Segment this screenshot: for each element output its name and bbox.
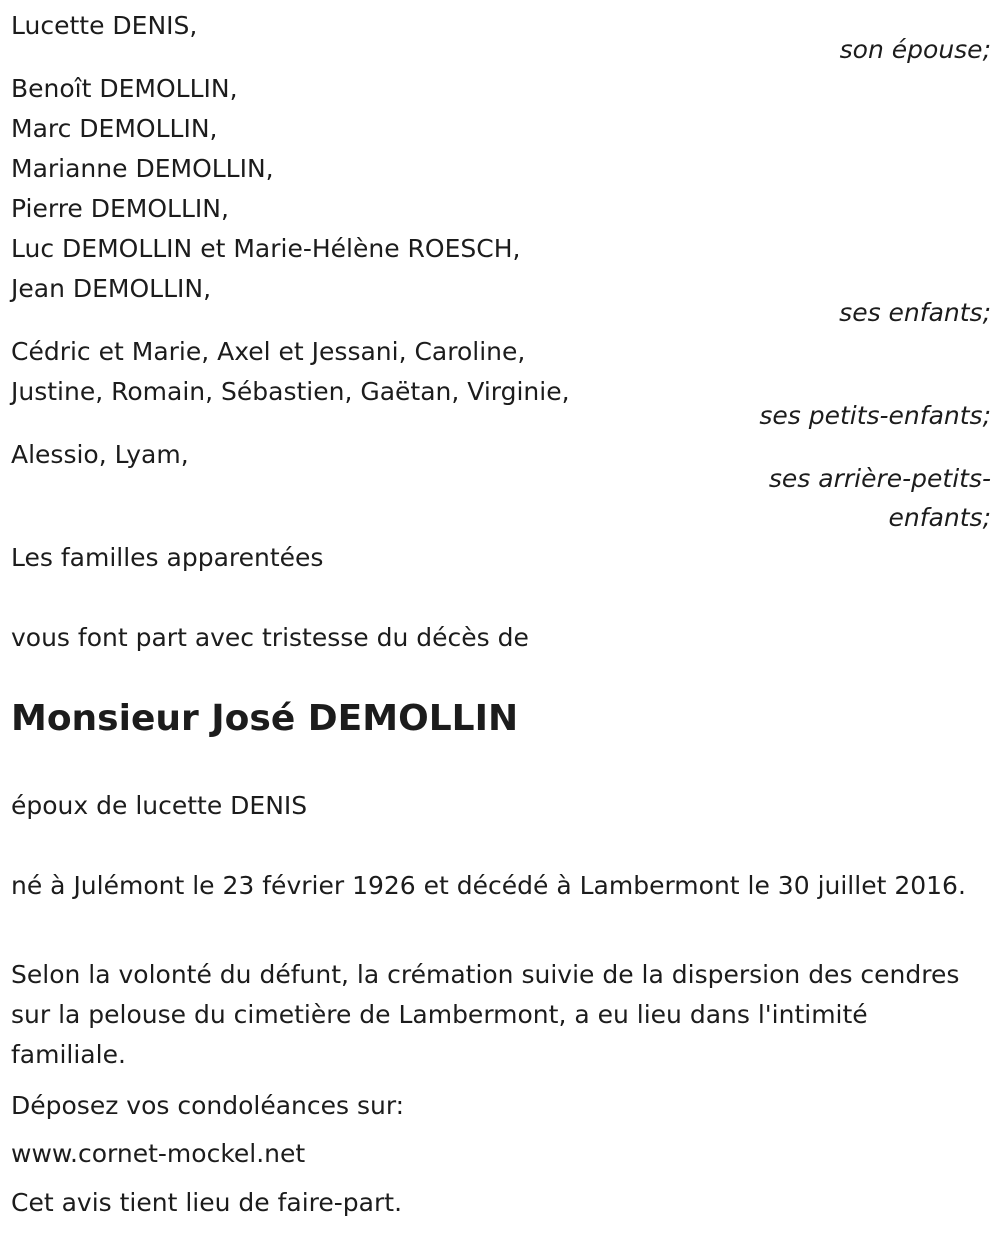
cremation-paragraph: Selon la volonté du défunt, la crémation suivie de la dispersion des cendres sur la pelouse du cimetière de Lambermont, a eu lieu dans l'intimité familiale. <box>11 960 960 1069</box>
child-name: Marc DEMOLLIN, <box>11 114 218 143</box>
notice-line: Cet avis tient lieu de faire-part. <box>11 1188 403 1217</box>
website-link[interactable]: www.cornet-mockel.net <box>11 1139 306 1168</box>
children-role: ses enfants; <box>839 298 991 327</box>
obituary-notice <box>11 0 991 1238</box>
families-line: Les familles apparentées <box>11 543 324 572</box>
spouse-of-line: époux de lucette DENIS <box>11 791 308 820</box>
deceased-name: Monsieur José DEMOLLIN <box>11 698 519 739</box>
spouse-name: Lucette DENIS, <box>11 11 198 40</box>
great-grandchildren-role: ses arrière-petits- <box>768 464 991 493</box>
child-name: Pierre DEMOLLIN, <box>11 194 229 223</box>
condolences-label: Déposez vos condoléances sur: <box>11 1091 405 1120</box>
spouse-role: son épouse; <box>839 35 991 64</box>
grandchildren-names: Justine, Romain, Sébastien, Gaëtan, Virginie, <box>11 377 570 406</box>
grandchildren-role: ses petits-enfants; <box>759 401 991 430</box>
child-name: Jean DEMOLLIN, <box>11 274 212 303</box>
child-name: Marianne DEMOLLIN, <box>11 154 274 183</box>
great-grandchildren-role-cont: enfants; <box>888 503 991 532</box>
great-grandchildren-names: Alessio, Lyam, <box>11 440 189 469</box>
announcement-line: vous font part avec tristesse du décès de <box>11 623 529 652</box>
child-name: Benoît DEMOLLIN, <box>11 74 238 103</box>
child-name: Luc DEMOLLIN et Marie-Hélène ROESCH, <box>11 234 521 263</box>
grandchildren-names: Cédric et Marie, Axel et Jessani, Caroline, <box>11 337 526 366</box>
birth-death-paragraph: né à Julémont le 23 février 1926 et décédé à Lambermont le 30 juillet 2016. <box>11 871 966 900</box>
